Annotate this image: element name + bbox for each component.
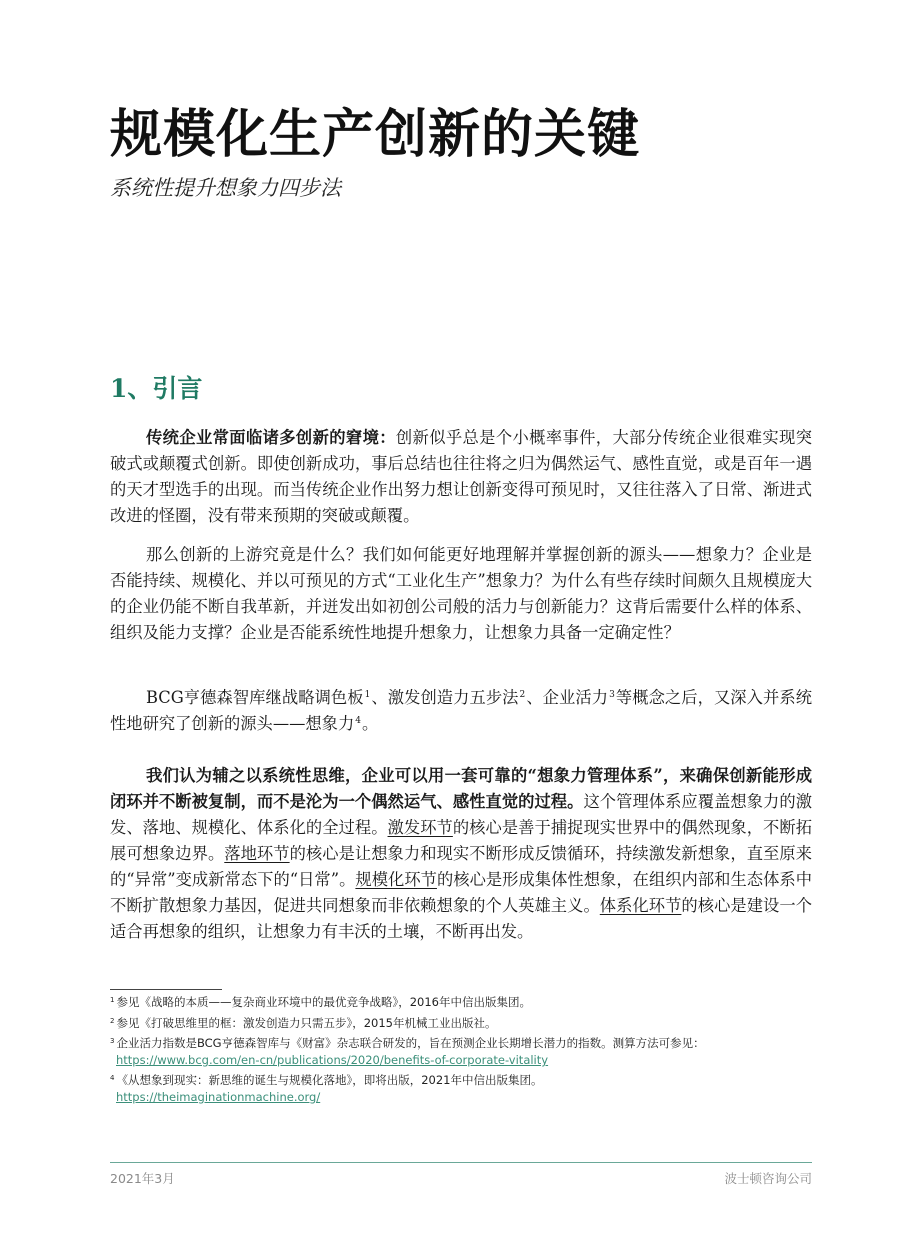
footnote-number: 2 [110,1017,115,1025]
paragraph-text: 的核心是形成集体性想象，在组织内部和生态体系中不断扩散想象力基因，促进共同想象而非依赖想象的个人英雄主义。 [110,870,812,915]
footnote-text: 参见《打破思维里的框：激发创造力只需五步》，2015年机械工业出版社。 [116,1016,497,1030]
footnote-link-imagination-machine[interactable]: https://theimaginationmachine.org/ [116,1090,321,1104]
footnote-ref-1[interactable]: 1 [364,690,371,700]
term-stimulate-stage: 激发环节 [387,818,453,837]
footnote-text: 企业活力指数是BCG亨德森智库与《财富》杂志联合研发的，旨在预测企业长期增长潜力的指数。测算方法可参见： [116,1036,705,1050]
term-systematization-stage: 体系化环节 [599,896,682,915]
footnote-text: 参见《战略的本质——复杂商业环境中的最优竞争战略》，2016年中信出版集团。 [116,995,531,1009]
paragraph-imagination-management [110,763,812,945]
page-subtitle: 系统性提升想象力四步法 [110,176,341,200]
footnote-text: 《从想象到现实：新思维的诞生与规模化落地》，即将出版，2021年中信出版集团。 [116,1073,543,1087]
paragraph-text: 、激发创造力五步法 [371,688,519,707]
term-scaling-stage: 规模化环节 [355,870,437,889]
page-title: 规模化生产创新的关键 [110,105,641,165]
paragraph-innovation-source [110,542,812,646]
paragraph-text: 那么创新的上游究竟是什么？我们如何能更好地理解并掌握创新的源头——想象力？企业是否能持续、规模化、并以可预见的方式“工业化生产”想象力？为什么有些存续时间颇久且规模庞大的企业仍能不断自我革新，并迸发出如初创公司般的活力与创新能力？这背后需要什么样的体系、组织及能力支撑？企业是否能系统性地提升想象力，让想象力具备一定确定性？ [110,545,812,642]
footnote-1 [110,994,820,1011]
paragraph-lead-bold: 传统企业常面临诸多创新的窘境： [146,428,396,447]
paragraph-text: 、企业活力 [526,688,609,707]
paragraph-innovation-dilemma [110,425,812,529]
paragraph-bcg-research [110,685,812,737]
paragraph-text: 。 [361,714,379,733]
footnote-number: 3 [110,1037,115,1045]
paragraph-text: 的核心是建设一个适合再想象的组织，让想象力有丰沃的土壤，不断再出发。 [110,896,812,941]
footnote-ref-4[interactable]: 4 [355,716,361,726]
footnote-divider [110,989,222,990]
footnote-number: 4 [110,1074,115,1082]
paragraph-text: 的核心是善于捕捉现实世界中的偶然现象，不断拓展可想象边界。 [110,818,812,863]
paragraph-text: 这个管理体系应覆盖想象力的激发、落地、规模化、体系化的全过程。 [110,792,812,837]
paragraph-lead-bold: 我们认为辅之以系统性思维，企业可以用一套可靠的“想象力管理体系”，来确保创新能形成闭环并不断被复制，而不是沦为一个偶然运气、感性直觉的过程。 [110,766,812,811]
footer-organization: 波士顿咨询公司 [724,1171,812,1186]
paragraph-text: BCG亨德森智库继战略调色板 [146,688,364,707]
term-landing-stage: 落地环节 [224,844,290,863]
paragraph-text: 等概念之后，又深入并系统性地研究了创新的源头——想象力 [110,688,812,733]
paragraph-text: 创新似乎总是个小概率事件，大部分传统企业很难实现突破式或颠覆式创新。即使创新成功，事后总结也往往将之归为偶然运气、感性直觉，或是百年一遇的天才型选手的出现。而当传统企业作出努力想让创新变得可预见时，又往往落入了日常、渐进式改进的怪圈，没有带来预期的突破或颠覆。 [110,428,812,525]
footnote-link-bcg[interactable]: https://www.bcg.com/en-cn/publications/2020/benefits-of-corporate-vitality [116,1053,549,1067]
footer-divider [110,1162,812,1163]
footer-date: 2021年3月 [110,1171,175,1186]
footnote-3 [110,1035,820,1069]
footnote-number: 1 [110,996,115,1004]
section-heading-introduction: 1、引言 [110,374,203,403]
footnote-2 [110,1015,820,1032]
footnote-ref-2[interactable]: 2 [519,690,526,700]
footnote-ref-3[interactable]: 3 [609,690,615,700]
footnote-4 [110,1072,820,1106]
paragraph-text: 的核心是让想象力和现实不断形成反馈循环，持续激发新想象，直至原来的“异常”变成新常态下的“日常”。 [110,844,812,889]
